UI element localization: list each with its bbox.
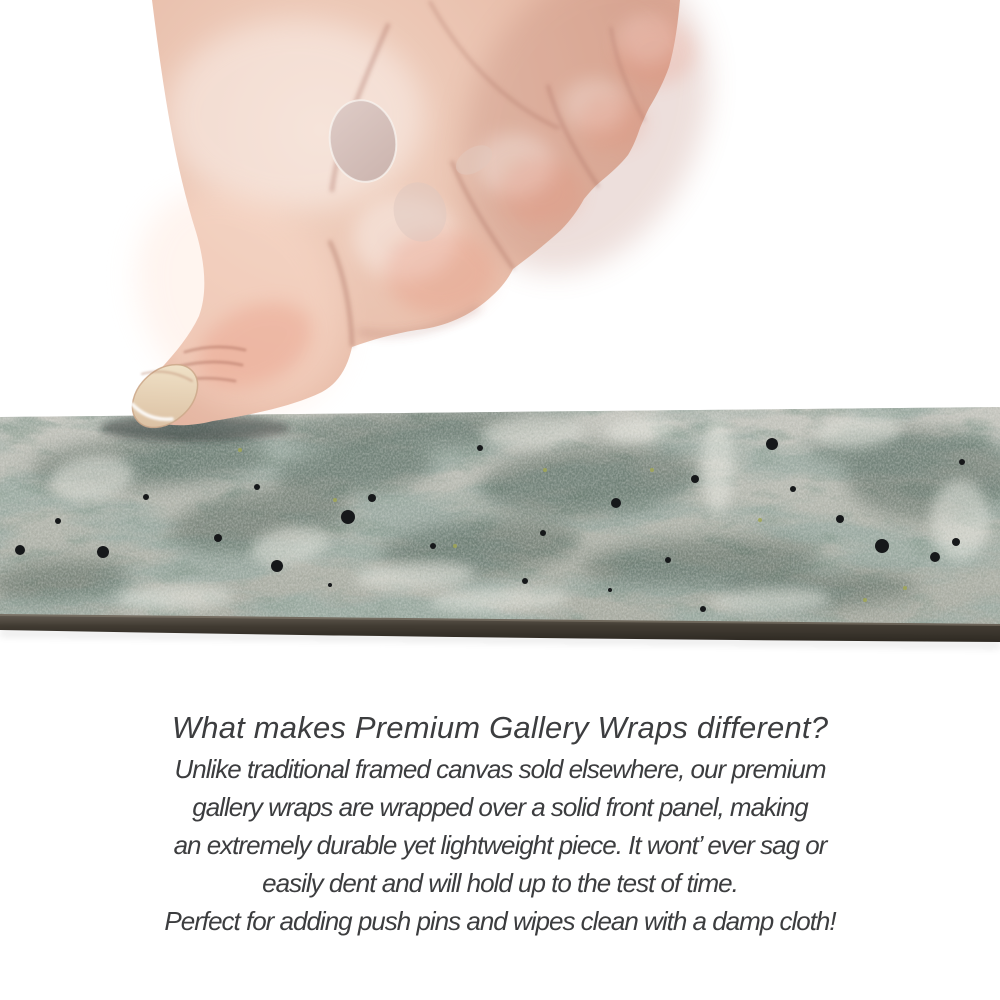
caption-line-1: Unlike traditional framed canvas sold elsewhere, our premium — [174, 754, 826, 784]
caption-block — [0, 708, 1000, 940]
hand-photo-group — [93, 0, 756, 453]
caption-body — [0, 750, 1000, 940]
canvas-edge-strip — [0, 395, 1000, 648]
caption-line-2: gallery wraps are wrapped over a solid front panel, making — [192, 792, 808, 822]
caption-title: What makes Premium Gallery Wraps different? — [171, 710, 829, 745]
canvas-texture — [0, 395, 1000, 635]
caption-line-5: Perfect for adding push pins and wipes clean with a damp cloth! — [164, 906, 836, 936]
caption-line-3: an extremely durable yet lightweight piece. It wont’ ever sag or — [173, 830, 827, 860]
caption-line-4: easily dent and will hold up to the test of time. — [262, 868, 738, 898]
